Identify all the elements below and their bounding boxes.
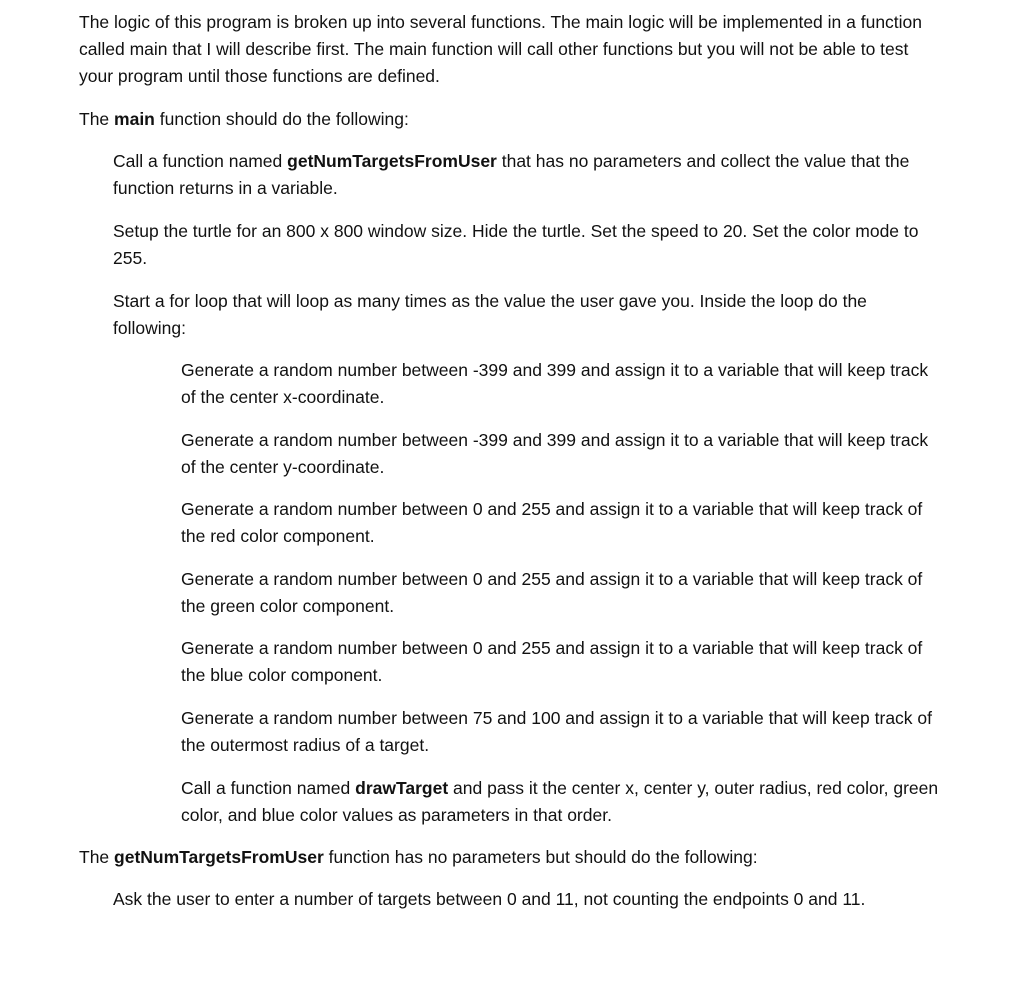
loop-step-blue: Generate a random number between 0 and 255 and assign it to a variable that will keep track of the blue color component. [181, 638, 923, 685]
getnum-step-ask: Ask the user to enter a number of targets between 0 and 11, not counting the endpoints 0 and 11. [113, 889, 866, 909]
loop-step-red: Generate a random number between 0 and 255 and assign it to a variable that will keep track of the red color component. [181, 499, 923, 546]
loop-step-radius: Generate a random number between 75 and 100 and assign it to a variable that will keep track of the outermost radius of a target. [181, 708, 933, 755]
intro-paragraph: The logic of this program is broken up into several functions. The main logic will be implemented in a function called main that I will describe first. The main function will call other functions but you will not be able to test your program until those functions are defined. [79, 12, 923, 86]
main-step-call-getnum [113, 148, 933, 202]
step1-bold: getNumTargetsFromUser [287, 151, 497, 171]
getnum-heading-bold: getNumTargetsFromUser [114, 847, 324, 867]
getnum-heading-suffix: function has no parameters but should do the following: [323, 847, 758, 867]
loop-step-center-x: Generate a random number between -399 and 399 and assign it to a variable that will keep track of the center x-coordinate. [181, 360, 929, 407]
step1-suffix: that has no parameters and collect the value that the function returns in a variable. [113, 151, 910, 198]
getnum-function-heading [79, 844, 939, 871]
main-heading-bold: main [114, 109, 155, 129]
draw-bold: drawTarget [355, 778, 449, 798]
main-step-setup-turtle: Setup the turtle for an 800 x 800 window size. Hide the turtle. Set the speed to 20. Set the color mode to 255. [113, 221, 919, 268]
main-heading-suffix: function should do the following: [154, 109, 409, 129]
main-heading-prefix: The [79, 109, 115, 129]
getnum-heading-prefix: The [79, 847, 115, 867]
main-step-for-loop: Start a for loop that will loop as many times as the value the user gave you. Inside the loop do the following: [113, 291, 867, 338]
main-function-heading [79, 106, 939, 133]
loop-step-draw-target [181, 775, 941, 829]
draw-suffix: and pass it the center x, center y, outer radius, red color, green color, and blue color values as parameters in that order. [181, 778, 939, 825]
loop-step-center-y: Generate a random number between -399 and 399 and assign it to a variable that will keep track of the center y-coordinate. [181, 430, 929, 477]
step1-prefix: Call a function named [113, 151, 288, 171]
loop-step-green: Generate a random number between 0 and 255 and assign it to a variable that will keep track of the green color component. [181, 569, 923, 616]
draw-prefix: Call a function named [181, 778, 356, 798]
